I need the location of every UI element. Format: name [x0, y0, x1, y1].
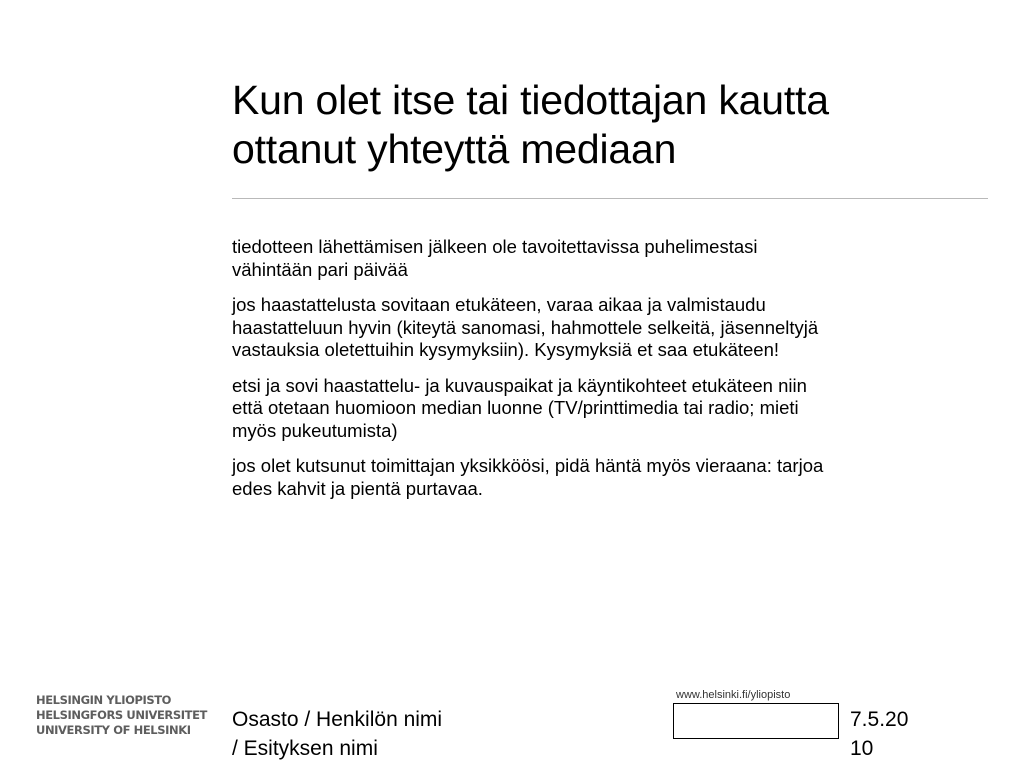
- body-paragraph-2-line-1: jos haastattelusta sovitaan etukäteen, varaa aikaa ja valmistaudu: [232, 294, 766, 315]
- body-paragraph-3-line-3: myös pukeutumista): [232, 419, 398, 441]
- body-paragraph-2-line-2: haastatteluun hyvin (kiteytä sanomasi, hahmottele selkeitä, jäsenneltyjä: [232, 316, 819, 338]
- body-paragraph-3: [232, 375, 972, 443]
- body-paragraph-2: [232, 294, 972, 362]
- title-divider: [232, 198, 988, 199]
- logo-line-finnish: HELSINGIN YLIOPISTO: [36, 693, 172, 707]
- body-paragraph-4: [232, 455, 972, 500]
- footer-author: [232, 705, 532, 763]
- body-paragraph-4-line-1: jos olet kutsunut toimittajan yksikköösi, pidä häntä myös vieraana: tarjoa: [232, 455, 824, 476]
- body-paragraph-3-line-2: että otetaan huomioon median luonne (TV/printtimedia tai radio; mieti: [232, 397, 799, 418]
- body-paragraph-3-line-1: etsi ja sovi haastattelu- ja kuvauspaikat ja käyntikohteet etukäteen niin: [232, 374, 807, 396]
- footer-url: www.helsinki.fi/yliopisto: [676, 689, 791, 701]
- body-paragraph-2-line-3: vastauksia oletettuihin kysymyksiin). Kysymyksiä et saa etukäteen!: [232, 339, 780, 360]
- logo-line-english: UNIVERSITY OF HELSINKI: [36, 723, 191, 737]
- url-box: [673, 703, 839, 739]
- body-paragraph-1: [232, 236, 972, 281]
- logo-line-swedish: HELSINGFORS UNIVERSITET: [36, 708, 207, 722]
- footer-date-line-2: 10: [850, 737, 874, 760]
- footer-author-line-1: Osasto / Henkilön nimi: [232, 708, 443, 731]
- slide-body: [232, 236, 972, 513]
- body-paragraph-1-line-2: vähintään pari päivää: [232, 258, 408, 280]
- footer-author-line-2: / Esityksen nimi: [232, 737, 378, 760]
- slide-title-line-2: ottanut yhteyttä mediaan: [232, 126, 677, 172]
- footer-date: [850, 705, 940, 763]
- university-logo: [36, 693, 211, 738]
- body-paragraph-1-line-1: tiedotteen lähettämisen jälkeen ole tavoitettavissa puhelimestasi: [232, 236, 758, 257]
- slide-title-line-1: Kun olet itse tai tiedottajan kautta: [232, 77, 829, 123]
- slide-title: [232, 76, 992, 174]
- footer-date-line-1: 7.5.20: [850, 708, 909, 731]
- body-paragraph-4-line-2: edes kahvit ja pientä purtavaa.: [232, 477, 483, 499]
